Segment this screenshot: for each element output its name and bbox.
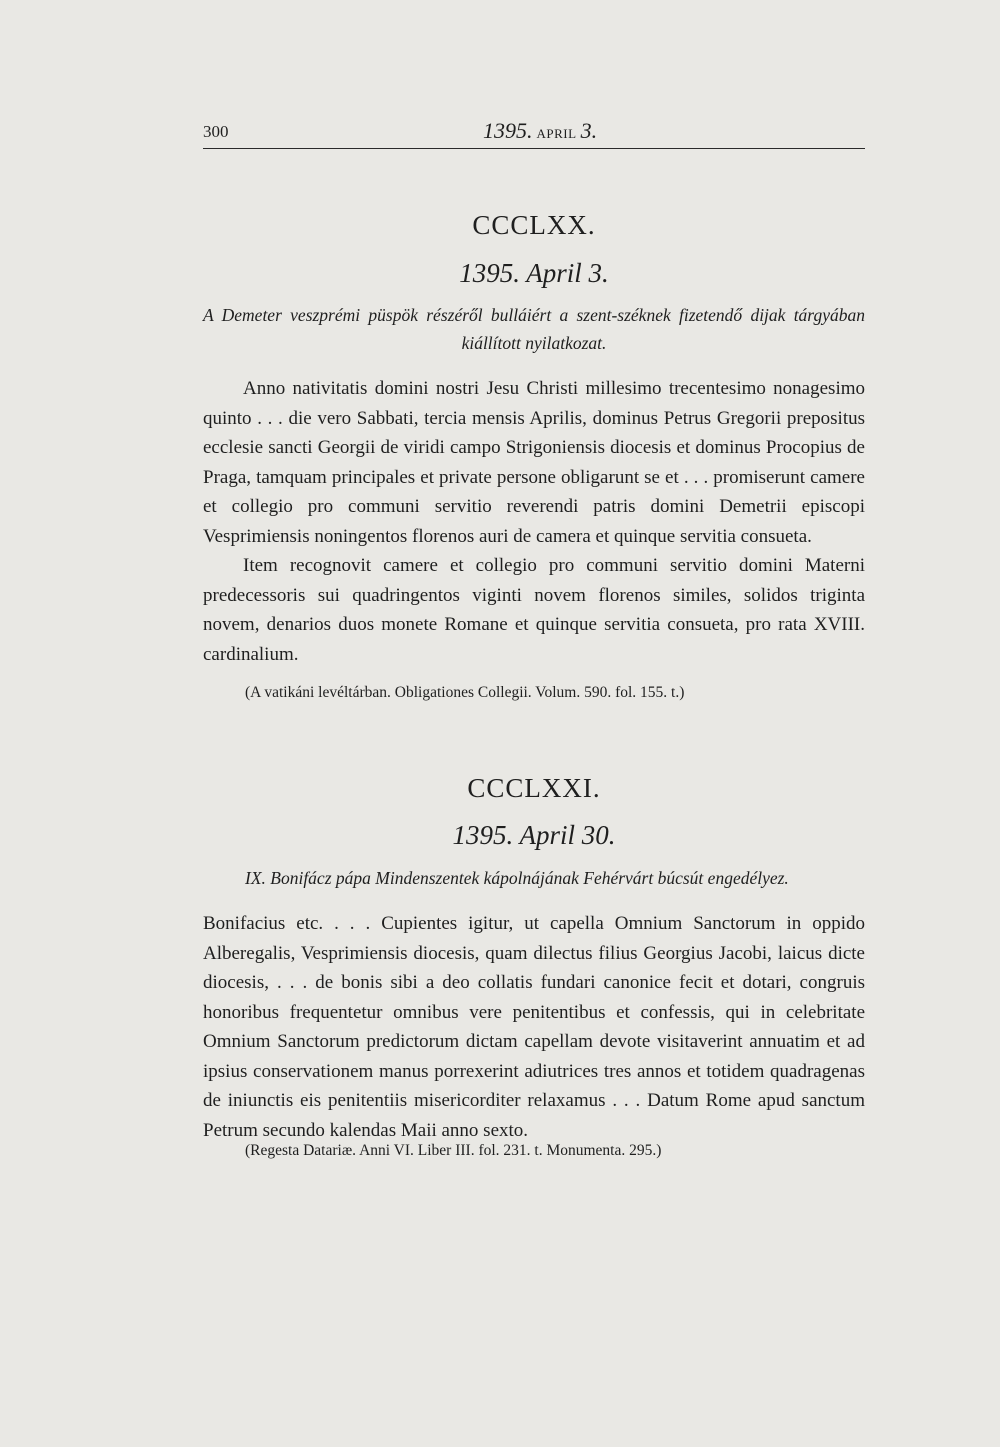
- body-paragraph: Anno nativitatis domini nostri Jesu Christi millesimo trecentesimo nonagesimo quinto . . . die vero Sabbati, tercia mensis Aprilis, dominus Petrus Gregorii prepositus ecclesie sancti Georgii de viridi campo Strigoniensis diocesis et dominus Procopius de Praga, tamquam principales et private persone obligarunt se et . . . promiserunt camere et collegio pro communi servitio reverendi patris domini Demetrii episcopi Vesprimiensis noningentos florenos auri de camera et quinque servitia consueta.: [203, 378, 865, 547]
- document-number: CCCLXXI.: [467, 773, 601, 803]
- header-day: 3.: [580, 118, 598, 143]
- source-citation: (A vatikáni levéltárban. Obligationes Collegii. Volum. 590. fol. 155. t.): [245, 684, 685, 701]
- body-paragraph: Bonifacius etc. . . . Cupientes igitur, ut capella Omnium Sanctorum in oppido Alberegalis, Vesprimiensis diocesis, quam dilectus filius Georgius Jacobi, laicus dicte diocesis, . . . de bonis sibi a deo collatis fundari canonice fecit et dotari, congruis honoribus frequentetur omnibus vere penitentibus et confessis, qui in celebritate Omnium Sanctorum predictorum dictam capellam devote visitaverint annuatim et ad ipsius conservationem manus porrexerint adiutrices tres annos et totidem quadragenas de iniunctis eis penitentiis misericorditer relaxamus . . . Datum Rome apud sanctum Petrum secundo kalendas Maii anno sexto.: [203, 913, 865, 1141]
- running-head-date: [483, 118, 597, 144]
- document-date: 1395. April 30.: [452, 820, 616, 850]
- header-year: 1395.: [483, 118, 533, 143]
- page-number: 300: [203, 122, 229, 141]
- body-paragraph: Item recognovit camere et collegio pro communi servitio domini Materni predecessoris sui quadringentos viginti novem florenos similes, solidos triginta novem, denarios duos monete Romane et quinque servitia consueta, pro rata XVIII. cardinalium.: [203, 555, 865, 665]
- document-summary: A Demeter veszprémi püspök részéről bulláiért a szent-széknek fizetendő dijak tárgyában kiállított nyilatkozat.: [203, 305, 865, 353]
- document-summary: IX. Bonifácz pápa Mindenszentek kápolnájának Fehérvárt búcsút engedélyez.: [245, 868, 789, 888]
- document-date: 1395. April 3.: [459, 258, 609, 288]
- source-citation: (Regesta Datariæ. Anni VI. Liber III. fol. 231. t. Monumenta. 295.): [245, 1142, 662, 1159]
- document-body: [203, 374, 865, 669]
- running-header: [203, 118, 865, 149]
- document-body: [203, 909, 865, 1145]
- document-number: CCCLXX.: [472, 210, 596, 240]
- header-month: APRIL: [536, 126, 577, 141]
